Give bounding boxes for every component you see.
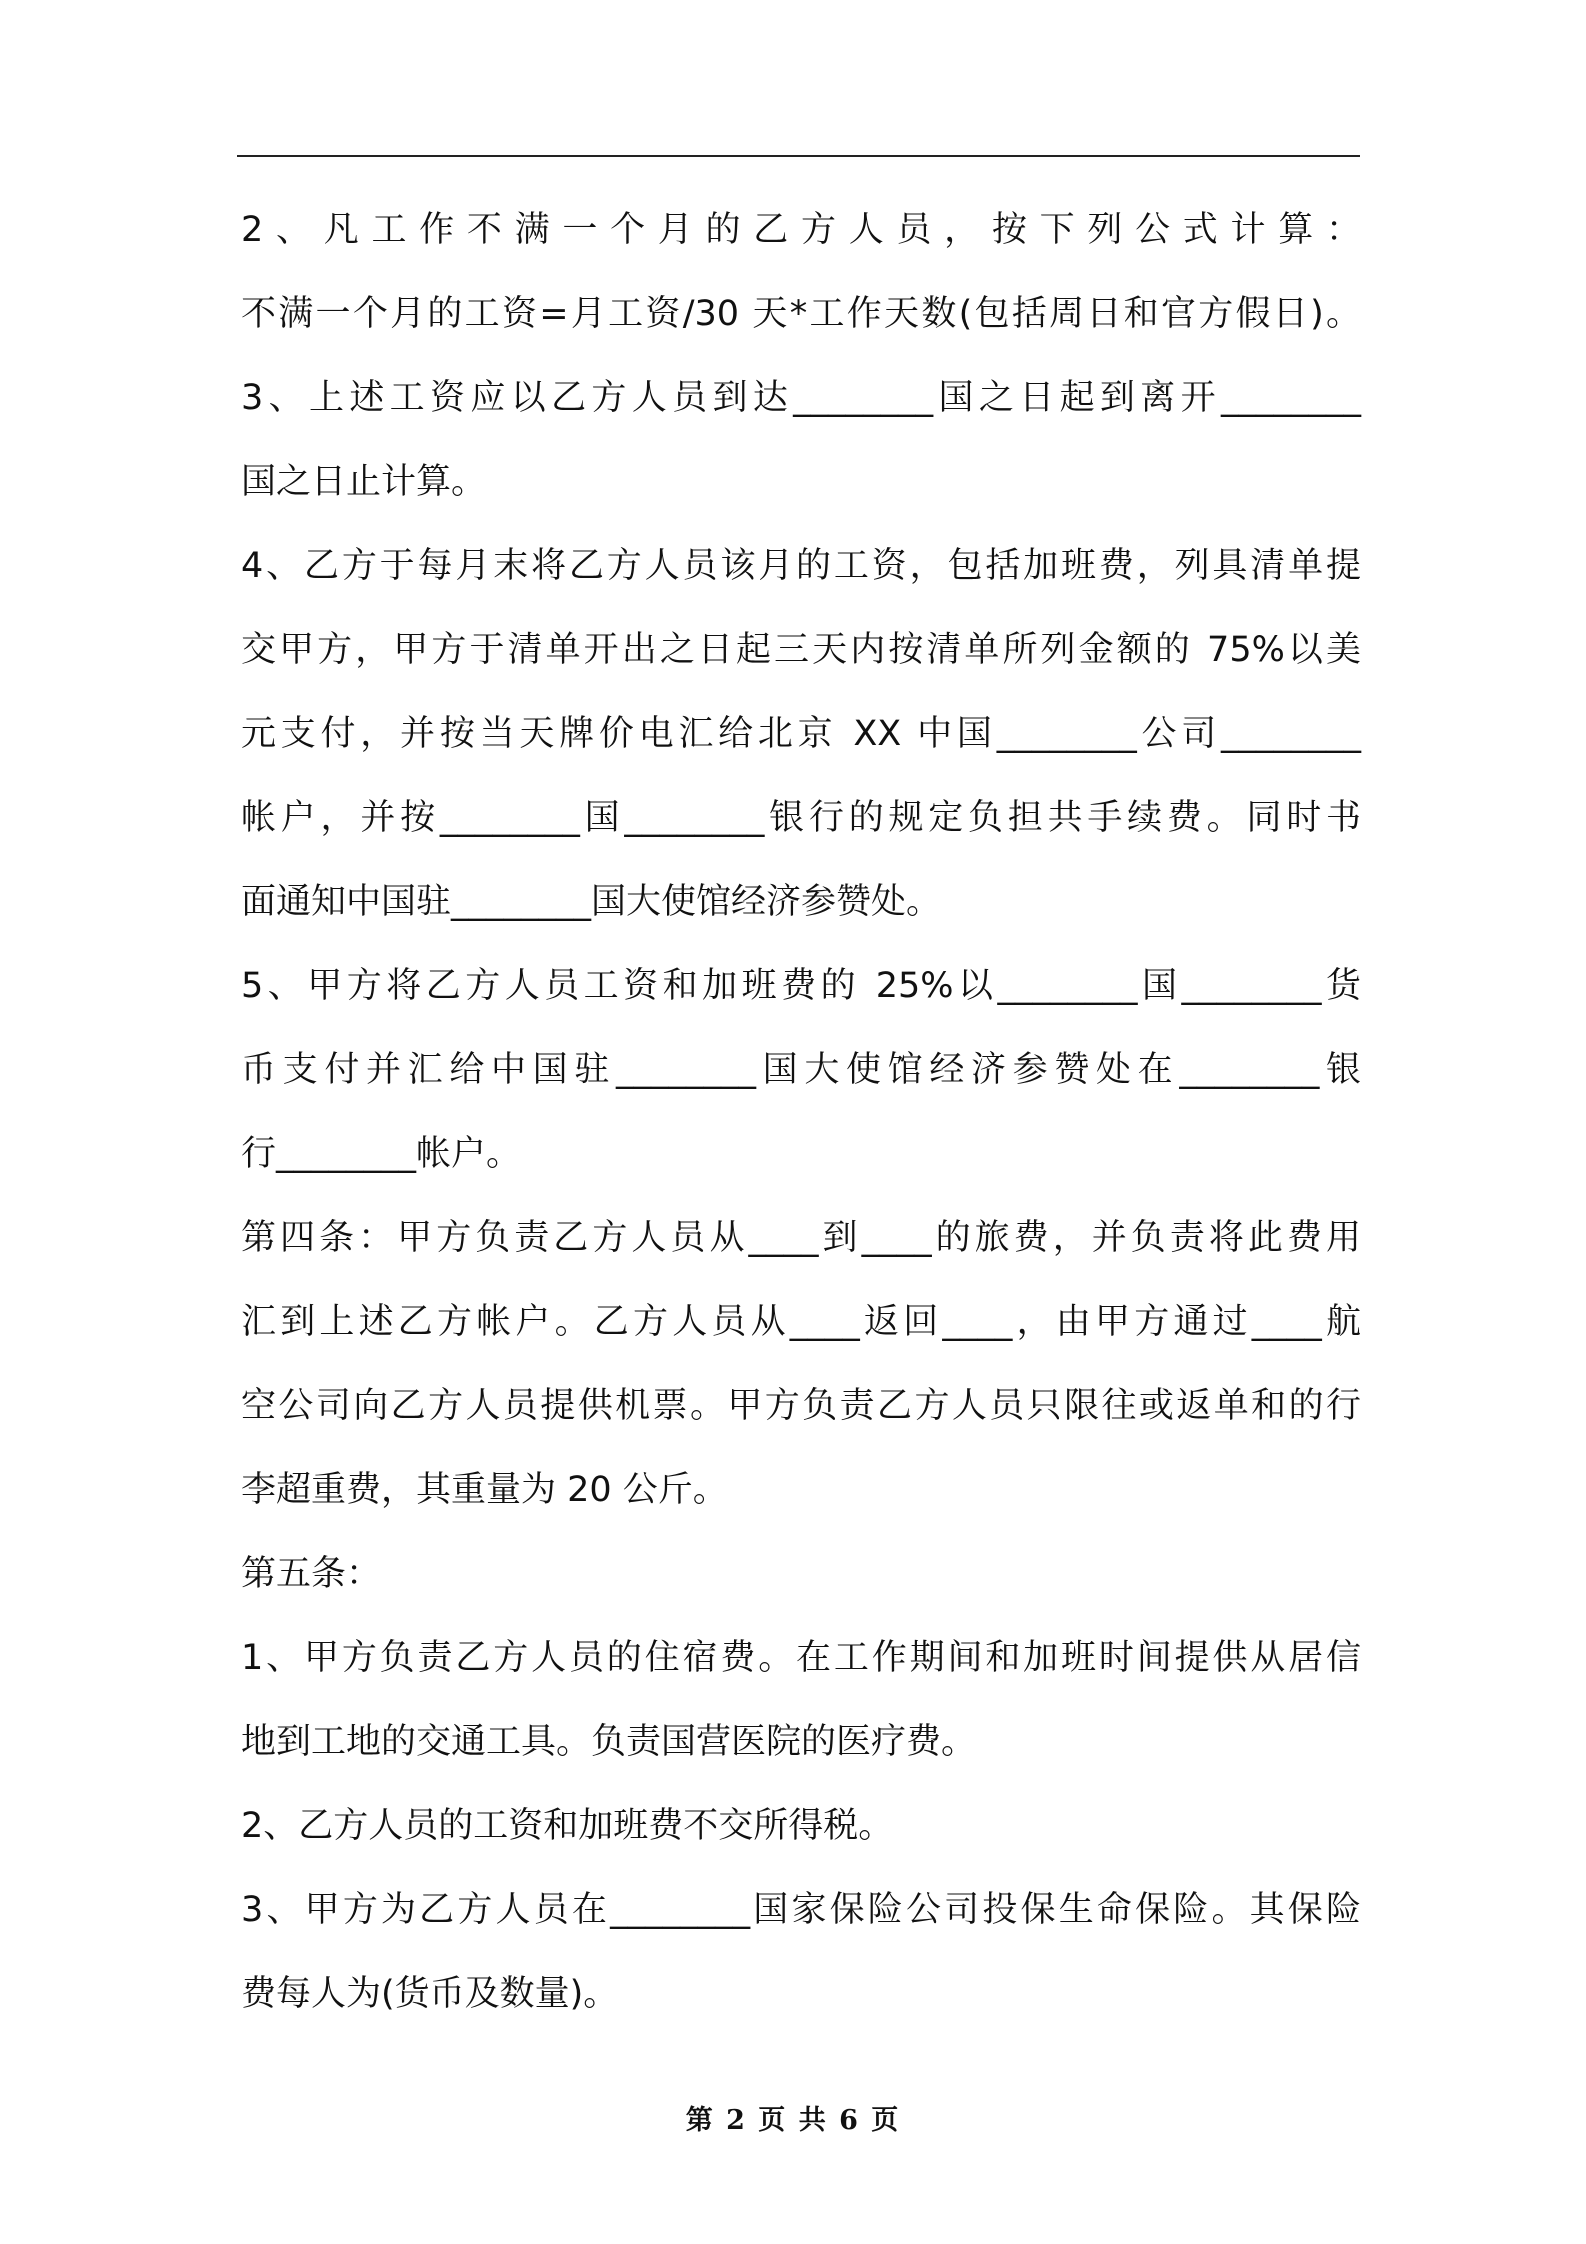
text-line: 交甲方，甲方于清单开出之日起三天内按清单所列金额的 75%以美 xyxy=(241,630,1361,670)
text-line: 帐户，并按________国________银行的规定负担共手续费。同时书 xyxy=(241,798,1361,838)
text-line: 国之日止计算。 xyxy=(241,462,487,502)
text-line: 5、甲方将乙方人员工资和加班费的 25%以________国________货 xyxy=(241,966,1361,1006)
text-line: 3、甲方为乙方人员在________国家保险公司投保生命保险。其保险 xyxy=(241,1890,1361,1930)
text-line: 不满一个月的工资=月工资/30 天*工作天数(包括周日和官方假日)。 xyxy=(241,294,1361,334)
text-line: 币支付并汇给中国驻________国大使馆经济参赞处在________银 xyxy=(241,1050,1361,1090)
text-line: 2、凡工作不满一个月的乙方人员，按下列公式计算： xyxy=(241,210,1361,250)
text-line: 2、乙方人员的工资和加班费不交所得税。 xyxy=(241,1806,894,1846)
page-number: 第 2 页 共 6 页 xyxy=(685,2105,901,2136)
text-line: 费每人为(货币及数量)。 xyxy=(241,1974,619,2014)
text-line: 4、乙方于每月末将乙方人员该月的工资，包括加班费，列具清单提 xyxy=(241,546,1361,586)
text-line: 面通知中国驻________国大使馆经济参赞处。 xyxy=(241,882,942,922)
text-line: 1、甲方负责乙方人员的住宿费。在工作期间和加班时间提供从居信 xyxy=(241,1638,1361,1678)
text-line: 地到工地的交通工具。负责国营医院的医疗费。 xyxy=(241,1722,977,1762)
header-rule xyxy=(237,155,1360,157)
text-line: 李超重费，其重量为 20 公斤。 xyxy=(241,1470,728,1510)
text-line: 汇到上述乙方帐户。乙方人员从____返回____，由甲方通过____航 xyxy=(241,1302,1361,1342)
document-body xyxy=(241,200,1361,2048)
text-line: 第五条： xyxy=(241,1554,382,1594)
text-line: 行________帐户。 xyxy=(241,1134,522,1174)
text-line: 空公司向乙方人员提供机票。甲方负责乙方人员只限往或返单和的行 xyxy=(241,1386,1361,1426)
text-line: 第四条：甲方负责乙方人员从____到____的旅费，并负责将此费用 xyxy=(241,1218,1361,1258)
text-line: 3、上述工资应以乙方人员到达________国之日起到离开________ xyxy=(241,378,1361,418)
text-line: 元支付，并按当天牌价电汇给北京 XX 中国________公司________ xyxy=(241,714,1361,754)
